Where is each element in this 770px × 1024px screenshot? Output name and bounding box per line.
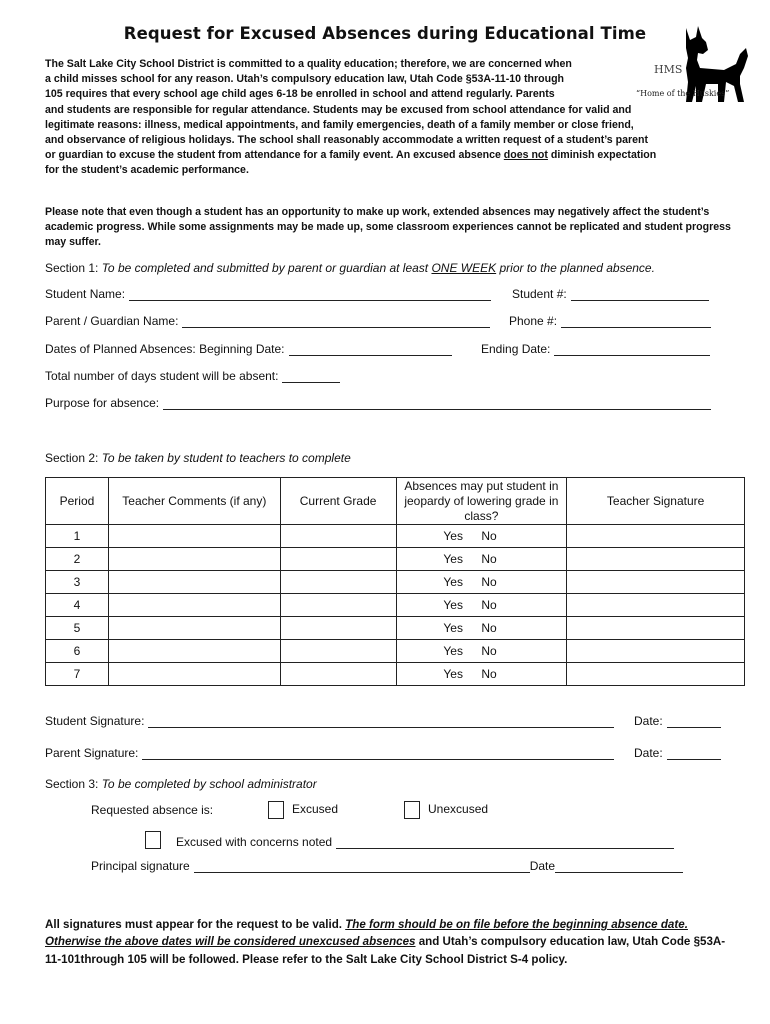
- parent-signature-field[interactable]: [45, 746, 614, 760]
- ending-date-line[interactable]: [554, 343, 710, 356]
- concerns-label: Excused with concerns noted: [176, 835, 333, 849]
- field-label: Dates of Planned Absences: Beginning Date:: [45, 342, 285, 356]
- concerns-checkbox[interactable]: [145, 831, 161, 849]
- col-teacher-signature: Teacher Signature: [567, 478, 745, 525]
- purpose-line[interactable]: [163, 397, 711, 410]
- section1-instruction: [102, 261, 655, 275]
- student-name-line[interactable]: [129, 288, 491, 301]
- section3-instruction: To be completed by school administrator: [101, 777, 317, 791]
- no-option[interactable]: No: [481, 621, 497, 635]
- col-teacher-comments: Teacher Comments (if any): [108, 478, 280, 525]
- student-number-field[interactable]: [512, 287, 709, 301]
- jeopardy-cell[interactable]: [396, 617, 567, 640]
- signature-cell[interactable]: [567, 663, 745, 686]
- note-paragraph: Please note that even though a student has an opportunity to make up work, extended absences may negatively affect the student’s academic progress. While some assignments may be made up, some classroom experiences cannot be replicated and student progress may suffer.: [45, 206, 731, 249]
- intro-line: 105 requires that every school age child ages 6-18 be enrolled in school and attend regularly. Parents: [45, 88, 555, 101]
- yes-option[interactable]: Yes: [443, 575, 463, 589]
- page-title: Request for Excused Absences during Educational Time: [123, 24, 647, 43]
- one-week-emphasis: ONE WEEK: [431, 261, 497, 275]
- intro-line: for the student’s academic performance.: [45, 164, 249, 177]
- jeopardy-cell[interactable]: [396, 663, 567, 686]
- beginning-date-field[interactable]: [45, 342, 452, 356]
- no-option[interactable]: No: [481, 667, 497, 681]
- grade-cell[interactable]: [280, 663, 396, 686]
- phone-line[interactable]: [561, 315, 711, 328]
- section2-heading: [45, 451, 351, 465]
- field-label: Date:: [634, 714, 663, 728]
- student-date-field[interactable]: [634, 714, 721, 728]
- comments-cell[interactable]: [108, 663, 280, 686]
- yes-option[interactable]: Yes: [443, 667, 463, 681]
- total-days-line[interactable]: [282, 370, 340, 383]
- col-period: Period: [46, 478, 109, 525]
- table-header-row: [46, 478, 745, 525]
- grade-cell[interactable]: [280, 571, 396, 594]
- final-text: All signatures must appear for the request to be valid.: [45, 918, 346, 931]
- section-label: Section 2:: [45, 451, 102, 465]
- parent-date-field[interactable]: [634, 746, 721, 760]
- table-row: [46, 663, 745, 686]
- intro-line: legitimate reasons: illness, medical appointments, and family emergencies, death of a family member or close friend,: [45, 118, 634, 131]
- parent-date-line[interactable]: [667, 747, 721, 760]
- beginning-date-line[interactable]: [289, 343, 452, 356]
- table-row: [46, 571, 745, 594]
- intro-line: and observance of religious holidays. The school shall reasonably accommodate a written request of a student’s parent: [45, 134, 649, 147]
- signature-cell[interactable]: [567, 525, 745, 548]
- comments-cell[interactable]: [108, 548, 280, 571]
- jeopardy-cell[interactable]: [396, 548, 567, 571]
- period-cell: 4: [46, 594, 109, 617]
- no-option[interactable]: No: [481, 644, 497, 658]
- table-row: [46, 525, 745, 548]
- comments-cell[interactable]: [108, 594, 280, 617]
- grade-cell[interactable]: [280, 525, 396, 548]
- total-days-field[interactable]: [45, 369, 340, 383]
- instr-text: To be completed and submitted by parent or guardian at least: [101, 261, 432, 275]
- teacher-table: [45, 477, 745, 686]
- student-name-field[interactable]: [45, 287, 491, 301]
- jeopardy-cell[interactable]: [396, 594, 567, 617]
- intro-text: diminish expectation: [547, 149, 657, 162]
- logo-initials: HMS: [654, 63, 683, 76]
- signature-cell[interactable]: [567, 571, 745, 594]
- jeopardy-cell[interactable]: [396, 640, 567, 663]
- excused-checkbox[interactable]: [268, 801, 284, 819]
- yes-option[interactable]: Yes: [443, 644, 463, 658]
- final-emphasis: The form should be on file before the beginning absence date. Otherwise the above dates will be considered unexcused absences: [45, 918, 688, 949]
- yes-option[interactable]: Yes: [443, 552, 463, 566]
- grade-cell[interactable]: [280, 640, 396, 663]
- student-signature-line[interactable]: [148, 715, 614, 728]
- table-row: [46, 640, 745, 663]
- section3-heading: [45, 777, 317, 791]
- section-label: Section 1:: [45, 261, 102, 275]
- parent-name-line[interactable]: [182, 315, 490, 328]
- col-current-grade: Current Grade: [280, 478, 396, 525]
- field-label: Student Signature:: [45, 714, 145, 728]
- comments-cell[interactable]: [108, 617, 280, 640]
- jeopardy-cell[interactable]: [396, 525, 567, 548]
- field-label: Parent Signature:: [45, 746, 139, 760]
- field-label: Date:: [634, 746, 663, 760]
- field-label: Parent / Guardian Name:: [45, 314, 179, 328]
- intro-line: The Salt Lake City School District is committed to a quality education; therefore, we are concerned when: [45, 58, 572, 70]
- intro-line: [45, 148, 745, 163]
- field-label: Total number of days student will be absent:: [45, 369, 279, 383]
- yes-option[interactable]: Yes: [443, 598, 463, 612]
- grade-cell[interactable]: [280, 594, 396, 617]
- student-number-line[interactable]: [571, 288, 709, 301]
- signature-cell[interactable]: [567, 640, 745, 663]
- final-text: and Utah’s compulsory education law, Utah Code §53A-11-101through 105 will be followed. Please refer to the Salt Lake City School District S-4 policy.: [45, 935, 726, 966]
- grade-cell[interactable]: [280, 617, 396, 640]
- principal-signature-field[interactable]: [91, 859, 683, 873]
- field-label: Student #:: [512, 287, 567, 301]
- field-label: Ending Date:: [481, 342, 551, 356]
- yes-option[interactable]: Yes: [443, 529, 463, 543]
- excused-option[interactable]: [268, 801, 338, 819]
- jeopardy-cell[interactable]: [396, 571, 567, 594]
- unexcused-checkbox[interactable]: [404, 801, 420, 819]
- period-cell: 3: [46, 571, 109, 594]
- grade-cell[interactable]: [280, 548, 396, 571]
- concerns-line[interactable]: [336, 836, 674, 849]
- final-notice: [45, 916, 735, 968]
- signature-cell[interactable]: [567, 617, 745, 640]
- field-label: Phone #:: [509, 314, 558, 328]
- field-label: Principal signature: [91, 859, 190, 873]
- student-signature-field[interactable]: [45, 714, 614, 728]
- no-option[interactable]: No: [481, 529, 497, 543]
- intro-line: a child misses school for any reason. Utah’s compulsory education law, Utah Code §53A-11-10 through: [45, 73, 565, 86]
- section2-instruction: To be taken by student to teachers to complete: [101, 451, 351, 465]
- field-label: Purpose for absence:: [45, 396, 160, 410]
- field-label: Student Name:: [45, 287, 126, 301]
- logo-tagline: “Home of the Huskies”: [636, 89, 730, 98]
- intro-text: or guardian to excuse the student from attendance for a family event. An excused absence: [45, 149, 504, 162]
- yes-option[interactable]: Yes: [443, 621, 463, 635]
- instr-text: prior to the planned absence.: [496, 261, 655, 275]
- unexcused-label: Unexcused: [428, 802, 489, 817]
- excused-label: Excused: [292, 802, 339, 817]
- period-cell: 5: [46, 617, 109, 640]
- table-row: [46, 548, 745, 571]
- student-date-line[interactable]: [667, 715, 721, 728]
- section-label: Section 3:: [45, 777, 102, 791]
- period-cell: 7: [46, 663, 109, 686]
- period-cell: 6: [46, 640, 109, 663]
- principal-date-line[interactable]: [555, 860, 683, 873]
- comments-cell[interactable]: [108, 571, 280, 594]
- table-row: [46, 617, 745, 640]
- no-option[interactable]: No: [481, 575, 497, 589]
- principal-signature-line[interactable]: [194, 860, 530, 873]
- purpose-field[interactable]: [45, 396, 711, 410]
- phone-field[interactable]: [509, 314, 711, 328]
- period-cell: 1: [46, 525, 109, 548]
- ending-date-field[interactable]: [481, 342, 710, 356]
- signature-cell[interactable]: [567, 594, 745, 617]
- intro-line: and students are responsible for regular attendance. Students may be excused from school attendance for valid and: [45, 103, 632, 116]
- field-label: Date: [529, 859, 556, 873]
- no-option[interactable]: No: [481, 552, 497, 566]
- concerns-option[interactable]: [145, 831, 674, 849]
- table-row: [46, 594, 745, 617]
- parent-signature-line[interactable]: [142, 747, 614, 760]
- period-cell: 2: [46, 548, 109, 571]
- unexcused-option[interactable]: [404, 801, 488, 819]
- col-jeopardy: Absences may put student in jeopardy of lowering grade in class?: [396, 478, 567, 525]
- comments-cell[interactable]: [108, 640, 280, 663]
- requested-absence-label: Requested absence is:: [91, 803, 214, 817]
- section1-heading: [45, 261, 655, 275]
- does-not-emphasis: does not: [503, 149, 548, 162]
- comments-cell[interactable]: [108, 525, 280, 548]
- no-option[interactable]: No: [481, 598, 497, 612]
- signature-cell[interactable]: [567, 548, 745, 571]
- intro-paragraph: [45, 57, 745, 179]
- parent-name-field[interactable]: [45, 314, 490, 328]
